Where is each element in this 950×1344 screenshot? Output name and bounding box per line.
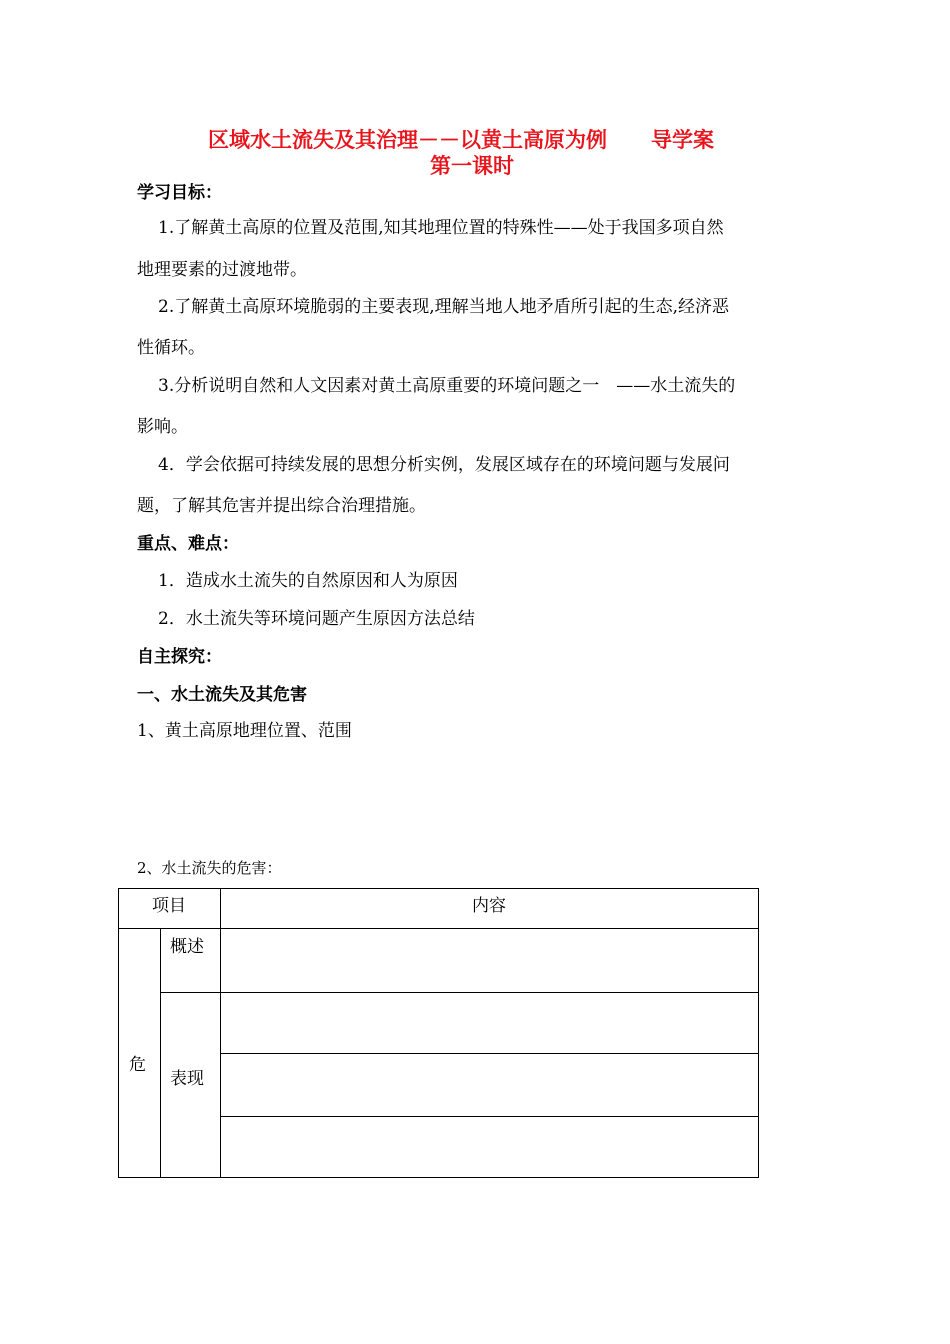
key-point-1: 1．造成水土流失的自然原因和人为原因 (158, 571, 458, 591)
objective-3-line-2: 影响。 (137, 417, 188, 437)
table-border-top (118, 888, 759, 889)
title-main: 区域水土流失及其治理－－以黄土高原为例 (208, 128, 607, 152)
table-row-overview-label: 概述 (170, 937, 204, 957)
table-header-item: 项目 (152, 896, 186, 916)
table-border-bottom (118, 1177, 759, 1178)
key-point-2: 2．水土流失等环境问题产生原因方法总结 (158, 609, 475, 629)
objective-3-line-1: 3.分析说明自然和人文因素对黄土高原重要的环境问题之一 ——水土流失的 (158, 376, 736, 396)
objective-4-line-2: 题，了解其危害并提出综合治理措施。 (137, 496, 426, 516)
manifest-answer-cell-1[interactable] (221, 993, 758, 1053)
table-border-right (758, 888, 759, 1178)
table-col-divider (160, 928, 161, 1178)
table-border-left (118, 888, 119, 1178)
question-2: 2、水土流失的危害： (137, 859, 282, 877)
question-1: 1、黄土高原地理位置、范围 (137, 721, 352, 741)
document-subtitle: 第一课时 (430, 154, 514, 178)
section-1-title: 一、水土流失及其危害 (137, 685, 307, 705)
table-row-manifest-label: 表现 (170, 1069, 204, 1089)
overview-answer-cell[interactable] (221, 929, 758, 992)
objective-2-line-1: 2.了解黄土高原环境脆弱的主要表现,理解当地人地矛盾所引起的生态,经济恶 (158, 297, 730, 317)
objectives-heading: 学习目标： (137, 183, 222, 203)
table-group-label: 危 (129, 1055, 146, 1075)
objective-1-line-1: 1.了解黄土高原的位置及范围,知其地理位置的特殊性——处于我国多项自然 (158, 218, 724, 238)
explore-heading: 自主探究： (137, 647, 222, 667)
objective-1-line-2: 地理要素的过渡地带。 (137, 260, 307, 280)
title-suffix: 导学案 (651, 128, 714, 152)
manifest-answer-cell-2[interactable] (221, 1054, 758, 1116)
objective-2-line-2: 性循环。 (137, 338, 205, 358)
table-header-content: 内容 (472, 896, 506, 916)
manifest-answer-cell-3[interactable] (221, 1117, 758, 1177)
objective-4-line-1: 4．学会依据可持续发展的思想分析实例，发展区域存在的环境问题与发展问 (158, 455, 730, 475)
key-points-heading: 重点、难点： (137, 534, 239, 554)
